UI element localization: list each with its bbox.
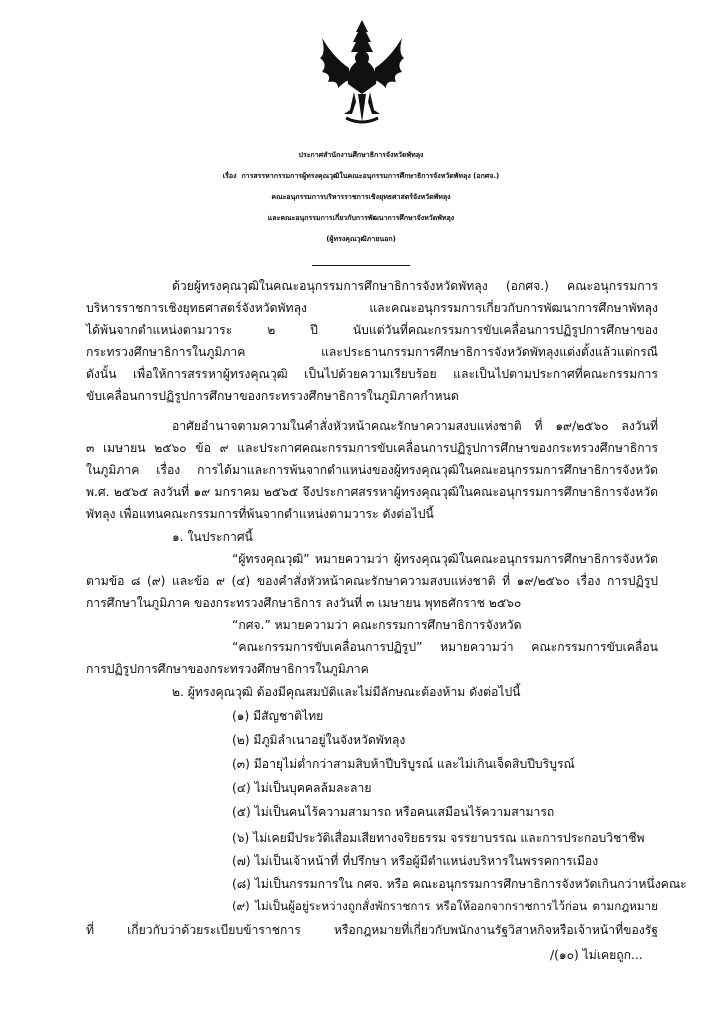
subject-label: เรื่อง bbox=[222, 172, 237, 180]
list-item: (๔) ไม่เป็นบุคคลล้มละลาย bbox=[232, 781, 372, 795]
body-line: ในภูมิภาค เรื่อง การได้มาและการพ้นจากตำแหน่งของผู้ทรงคุณวุฒิในคณะอนุกรรมการศึกษาธิการจังหวัด bbox=[86, 463, 658, 477]
section-heading: ๒. ผู้ทรงคุณวุฒิ ต้องมีคุณสมบัติและไม่มีลักษณะต้องห้าม ดังต่อไปนี้ bbox=[172, 685, 521, 699]
body-line: ดังนั้น เพื่อให้การสรรหาผู้ทรงคุณวุฒิ เป็นไปด้วยความเรียบร้อย และเป็นไปตามประกาศที่คณะกรรมการ bbox=[86, 367, 658, 381]
body-line: พ.ศ. ๒๕๖๕ ลงวันที่ ๑๙ มกราคม ๒๕๖๕ จึงประกาศสรรหาผู้ทรงคุณวุฒิในคณะอนุกรรมการศึกษาธิการจังหวัด bbox=[86, 485, 658, 499]
document-title: ประกาศสำนักงานศึกษาธิการจังหวัดพัทลุง bbox=[298, 151, 424, 159]
list-item: (๒) มีภูมิลำเนาอยู่ในจังหวัดพัทลุง bbox=[232, 733, 406, 747]
section-heading: ๑. ในประกาศนี้ bbox=[172, 530, 253, 544]
body-line: การปฏิรูปการศึกษาของกระทรวงศึกษาธิการในภูมิภาค bbox=[86, 662, 369, 676]
list-item: (๖) ไม่เคยมีประวัติเสื่อมเสียทางจริยธรรม จรรยาบรรณ และการประกอบวิชาชีพ bbox=[232, 831, 645, 845]
body-line: ตามข้อ ๘ (๙) และข้อ ๙ (๔) ของคำสั่งหัวหน้าคณะรักษาความสงบแห่งชาติ ที่ ๑๙/๒๕๖๐ เรื่อง การปฏิรูป bbox=[86, 574, 658, 588]
body-line: ด้วยผู้ทรงคุณวุฒิในคณะอนุกรรมการศึกษาธิการจังหวัดพัทลุง (อกศจ.) คณะอนุกรรมการ bbox=[172, 279, 658, 293]
subject-text-1: การสรรหากรรมการผู้ทรงคุณวุฒิในคณะอนุกรรมการศึกษาธิการจังหวัดพัทลุง (อกศจ.) bbox=[241, 172, 500, 180]
body-line: ได้พ้นจากตำแหน่งตามวาระ ๒ ปี นับแต่วันที่คณะกรรมการขับเคลื่อนการปฏิรูปการศึกษาของ bbox=[86, 323, 658, 337]
body-line: “กศจ.” หมายความว่า คณะกรรมการศึกษาธิการจังหวัด bbox=[232, 618, 522, 632]
continuation-marker: /(๑๐) ไม่เคยถูก... bbox=[550, 948, 643, 962]
list-item: (๙) ไม่เป็นผู้อยู่ระหว่างถูกสั่งพักราชการ หรือให้ออกจากราชการไว้ก่อน ตามกฎหมาย bbox=[232, 899, 658, 913]
body-line: อาศัยอำนาจตามความในคำสั่งหัวหน้าคณะรักษาความสงบแห่งชาติ ที่ ๑๙/๒๕๖๐ ลงวันที่ bbox=[172, 419, 658, 433]
subject-line-3: และคณะอนุกรรมการเกี่ยวกับการพัฒนาการศึกษาจังหวัดพัทลุง bbox=[267, 214, 455, 222]
list-item: (๕) ไม่เป็นคนไร้ความสามารถ หรือคนเสมือนไร้ความสามารถ bbox=[232, 805, 555, 819]
body-line: การศึกษาในภูมิภาค ของกระทรวงศึกษาธิการ ลงวันที่ ๓ เมษายน พุทธศักราช ๒๕๖๐ bbox=[86, 596, 522, 610]
body-line: บริหารราชการเชิงยุทธศาสตร์จังหวัดพัทลุง และคณะอนุกรรมการเกี่ยวกับการพัฒนาการศึกษาพัทลุง bbox=[86, 301, 658, 315]
list-item: (๓) มีอายุไม่ต่ำกว่าสามสิบห้าปีบริบูรณ์ และไม่เกินเจ็ดสิบปีบริบูรณ์ bbox=[232, 757, 575, 771]
body-line: พัทลุง เพื่อแทนคณะกรรมการที่พ้นจากตำแหน่งตามวาระ ดังต่อไปนี้ bbox=[86, 507, 434, 521]
list-item: (๘) ไม่เป็นกรรมการใน กศจ. หรือ คณะอนุกรรมการศึกษาธิการจังหวัดเกินกว่าหนึ่งคณะ bbox=[232, 877, 687, 891]
subject-line-2: คณะอนุกรรมการบริหารราชการเชิงยุทธศาสตร์จังหวัดพัทลุง bbox=[271, 193, 451, 201]
list-item: (๗) ไม่เป็นเจ้าหน้าที่ ที่ปรึกษา หรือผู้มีตำแหน่งบริหารในพรรคการเมือง bbox=[232, 854, 599, 868]
title-divider bbox=[312, 265, 410, 266]
body-line: ๓ เมษายน ๒๕๖๐ ข้อ ๙ และประกาศคณะกรรมการขับเคลื่อนการปฏิรูปการศึกษาของกระทรวงศึกษาธิการ bbox=[86, 441, 658, 455]
body-line: ที่ เกี่ยวกับว่าด้วยระเบียบข้าราชการ หรือกฎหมายที่เกี่ยวกับพนักงานรัฐวิสาหกิจหรือเจ้าหน้าที่ของรัฐ bbox=[86, 923, 658, 937]
body-line: “คณะกรรมการขับเคลื่อนการปฏิรูป” หมายความว่า คณะกรรมการขับเคลื่อน bbox=[232, 640, 658, 654]
body-line: ขับเคลื่อนการปฏิรูปการศึกษาของกระทรวงศึกษาธิการในภูมิภาคกำหนด bbox=[86, 389, 459, 403]
body-line: “ผู้ทรงคุณวุฒิ” หมายความว่า ผู้ทรงคุณวุฒิในคณะอนุกรรมการศึกษาธิการจังหวัด bbox=[232, 552, 658, 566]
garuda-emblem-icon bbox=[316, 18, 408, 128]
list-item: (๑) มีสัญชาติไทย bbox=[232, 709, 324, 723]
body-line: กระทรวงศึกษาธิการในภูมิภาค และประธานกรรมการศึกษาธิการจังหวัดพัทลุงแต่งตั้งแล้วแต่กรณี bbox=[86, 345, 658, 359]
subject-line-4: (ผู้ทรงคุณวุฒิภายนอก) bbox=[326, 235, 396, 243]
subject-line-1 bbox=[0, 173, 722, 180]
